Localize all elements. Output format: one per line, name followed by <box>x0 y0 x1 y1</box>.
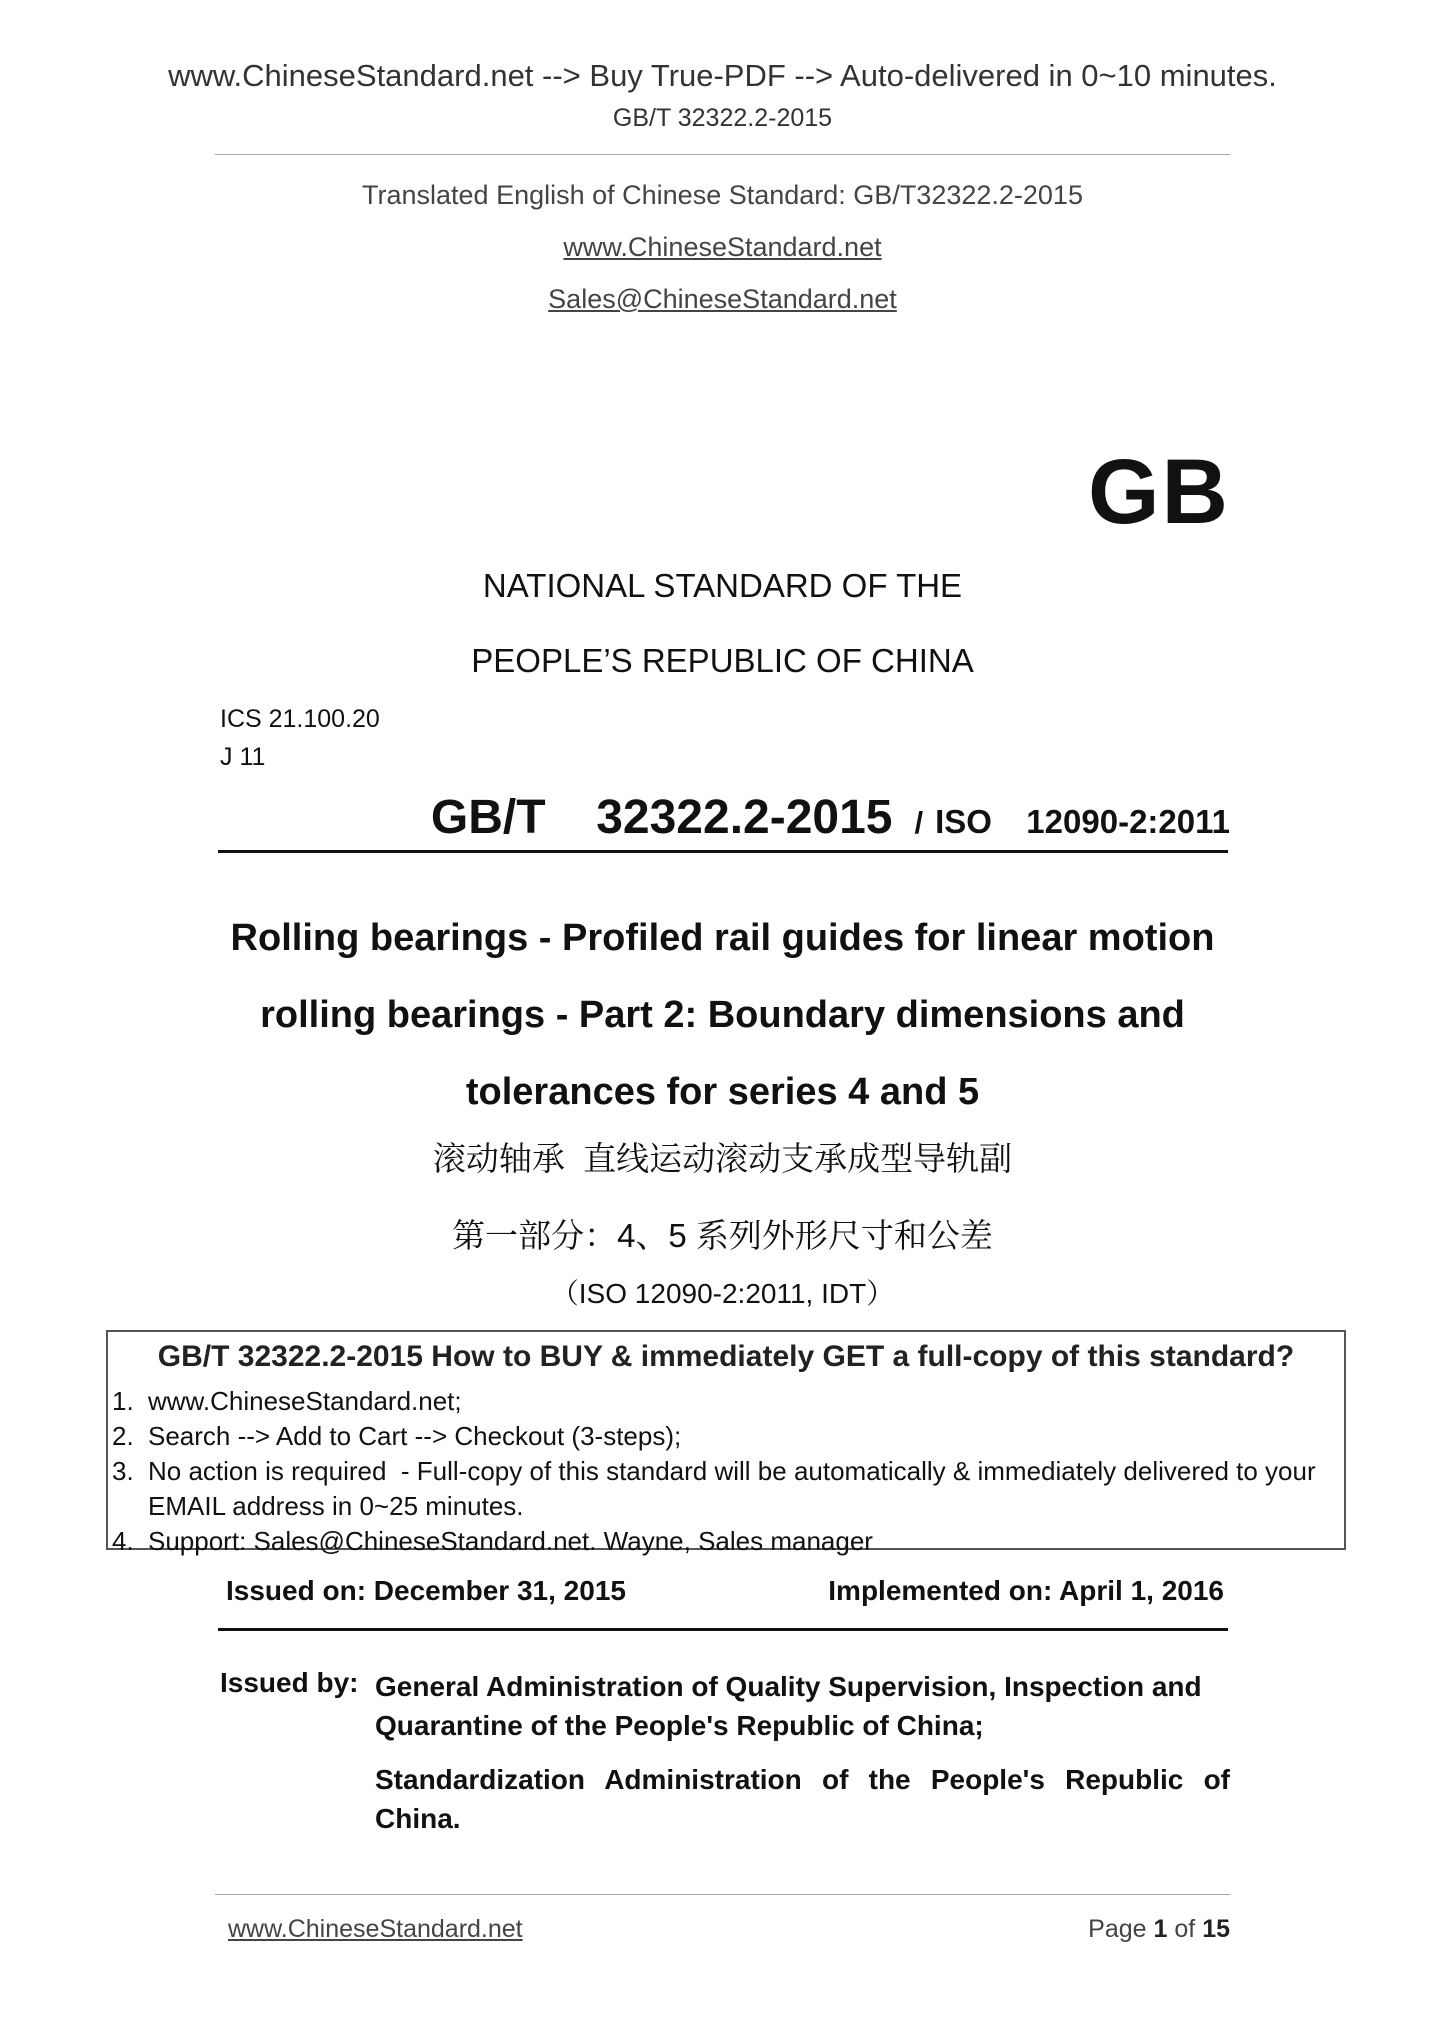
footer-website-link[interactable]: www.ChineseStandard.net <box>228 1915 523 1943</box>
national-standard-heading: NATIONAL STANDARD OF THE <box>482 567 963 604</box>
step-text[interactable]: www.ChineseStandard.net; <box>148 1386 462 1416</box>
step-number: 2. <box>112 1421 134 1451</box>
purchase-step <box>112 1454 1340 1524</box>
country-heading: PEOPLE’S REPUBLIC OF CHINA <box>471 642 974 679</box>
step-number: 3. <box>112 1456 134 1486</box>
standard-slash: / <box>914 805 924 840</box>
step-number: 1. <box>112 1386 134 1416</box>
page-of: of <box>1174 1915 1196 1943</box>
purchase-step <box>112 1384 1340 1419</box>
step-text: Support: Sales@ChineseStandard.net. Wayne, Sales manager <box>148 1526 873 1556</box>
page-current: 1 <box>1153 1915 1168 1943</box>
issuing-organization-2: Standardization Administration of the People's Republic of China. <box>375 1764 1230 1834</box>
sales-email-link[interactable]: Sales@ChineseStandard.net <box>548 284 897 314</box>
page-label: Page <box>1088 1915 1147 1943</box>
issued-by-label: Issued by: <box>220 1667 359 1698</box>
dates-divider <box>218 1628 1228 1631</box>
ics-code: ICS 21.100.20 <box>220 705 380 733</box>
header-doc-code: GB/T 32322.2-2015 <box>612 104 833 132</box>
purchase-step <box>112 1524 1340 1559</box>
iso-reference: ISO 12090-2:2011 <box>935 803 1230 840</box>
page-total: 15 <box>1202 1915 1230 1943</box>
purchase-steps-list <box>112 1384 1340 1559</box>
purchase-step <box>112 1419 1340 1454</box>
standard-number-rule <box>218 850 1228 853</box>
issuing-organization-1: General Administration of Quality Supervision, Inspection and Quarantine of the People's Republic of China; <box>375 1671 1202 1741</box>
translation-title: Translated English of Chinese Standard: GB/T32322.2-2015 <box>362 180 1083 210</box>
english-title-line: tolerances for series 4 and 5 <box>465 1071 980 1113</box>
website-link[interactable]: www.ChineseStandard.net <box>563 232 882 262</box>
iso-equivalence: （ISO 12090-2:2011, IDT） <box>550 1278 895 1309</box>
step-text: Search --> Add to Cart --> Checkout (3-steps); <box>148 1421 682 1451</box>
header-banner: www.ChineseStandard.net --> Buy True-PDF --> Auto-delivered in 0~10 minutes. <box>168 58 1277 93</box>
step-number: 4. <box>112 1526 134 1556</box>
page-indicator <box>1088 1915 1230 1944</box>
footer-divider <box>215 1894 1230 1895</box>
implemented-on-date: Implemented on: April 1, 2016 <box>828 1575 1224 1606</box>
chinese-title-line-1: 滚动轴承 直线运动滚动支承成型导轨副 <box>432 1140 1013 1177</box>
english-title <box>0 900 1445 1131</box>
standard-number-line <box>431 790 1230 845</box>
english-title-line: rolling bearings - Part 2: Boundary dimensions and <box>260 994 1185 1036</box>
purchase-box-title: GB/T 32322.2-2015 How to BUY & immediately GET a full-copy of this standard? <box>157 1340 1295 1373</box>
step-text: No action is required - Full-copy of this standard will be automatically & immediately delivered to your EMAIL address in 0~25 minutes. <box>148 1456 1323 1521</box>
purchase-info-box <box>106 1330 1346 1556</box>
standard-number: GB/T 32322.2-2015 <box>430 791 893 844</box>
chinese-title-line-2: 第一部分：4、5 系列外形尺寸和公差 <box>452 1217 993 1254</box>
issued-on-date: Issued on: December 31, 2015 <box>226 1575 626 1606</box>
gb-mark: GB <box>1088 441 1230 543</box>
english-title-line: Rolling bearings - Profiled rail guides for linear motion <box>230 917 1215 959</box>
ccs-code: J 11 <box>220 743 266 771</box>
header-divider <box>215 154 1230 155</box>
